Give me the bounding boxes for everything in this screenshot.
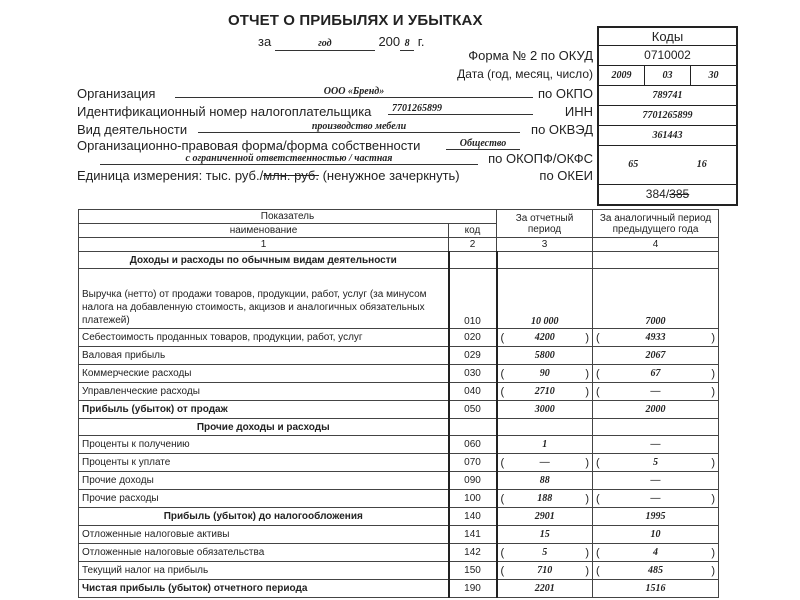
table-row bbox=[79, 580, 719, 598]
empty-cell bbox=[449, 419, 497, 436]
empty-cell bbox=[593, 419, 719, 436]
period-year-digit: 8 bbox=[400, 38, 414, 51]
previous-value-value: — bbox=[650, 493, 661, 504]
close-paren: ) bbox=[585, 385, 589, 398]
open-paren: ( bbox=[596, 385, 600, 398]
period-za: за bbox=[258, 34, 272, 49]
close-paren: ) bbox=[711, 331, 715, 344]
okved-code: 361443 bbox=[599, 126, 736, 146]
previous-value-value: 485 bbox=[648, 565, 663, 576]
previous-value bbox=[593, 401, 719, 419]
table-row bbox=[79, 508, 719, 526]
unit-label-suffix: (ненужное зачеркнуть) bbox=[318, 168, 460, 183]
header-n4: 4 bbox=[593, 238, 719, 252]
current-value bbox=[497, 490, 593, 508]
form-okud-label: Форма № 2 по ОКУД bbox=[468, 48, 593, 63]
paren-wrap bbox=[501, 386, 590, 398]
activity-value: производство мебели bbox=[198, 121, 520, 133]
row-code: 060 bbox=[449, 436, 497, 454]
section-other: Прочие доходы и расходы bbox=[79, 419, 449, 436]
period-line bbox=[258, 34, 425, 51]
open-paren: ( bbox=[500, 492, 505, 505]
okpo-code: 789741 bbox=[599, 86, 736, 106]
close-paren: ) bbox=[711, 564, 715, 577]
row-code: 090 bbox=[449, 472, 497, 490]
inn-label-left: Идентификационный номер налогоплательщика bbox=[77, 104, 372, 119]
close-paren: ) bbox=[585, 367, 589, 380]
close-paren: ) bbox=[585, 456, 589, 469]
row-name: Проценты к уплате bbox=[79, 454, 449, 472]
open-paren: ( bbox=[500, 385, 505, 398]
okei-label: по ОКЕИ bbox=[539, 168, 593, 183]
row-name: Прочие расходы bbox=[79, 490, 449, 508]
open-paren: ( bbox=[596, 546, 600, 559]
date-month: 03 bbox=[645, 66, 691, 85]
unit-struck: млн. руб. bbox=[263, 168, 319, 183]
previous-value bbox=[593, 454, 719, 472]
current-value bbox=[497, 269, 593, 329]
empty-cell bbox=[593, 252, 719, 269]
okopf-label: по ОКОПФ/ОКФС bbox=[488, 151, 593, 166]
open-paren: ( bbox=[596, 331, 600, 344]
open-paren: ( bbox=[500, 546, 505, 559]
inn-value: 7701265899 bbox=[388, 103, 533, 115]
row-code: 142 bbox=[449, 544, 497, 562]
close-paren: ) bbox=[585, 492, 589, 505]
paren-wrap bbox=[501, 547, 590, 559]
previous-value-value: 1995 bbox=[645, 511, 666, 522]
organization-label: Организация bbox=[77, 86, 156, 101]
table-row bbox=[79, 383, 719, 401]
row-code: 040 bbox=[449, 383, 497, 401]
report-table bbox=[78, 209, 719, 598]
okopf-okfs-code bbox=[599, 146, 736, 185]
ownership-label: Организационно-правовая форма/форма собственности bbox=[77, 138, 421, 153]
row-code: 150 bbox=[449, 562, 497, 580]
row-name: Коммерческие расходы bbox=[79, 365, 449, 383]
current-value-value: 710 bbox=[537, 565, 553, 576]
date-day: 30 bbox=[708, 70, 719, 81]
close-paren: ) bbox=[711, 546, 715, 559]
okved-label: по ОКВЭД bbox=[531, 122, 593, 137]
previous-value bbox=[593, 365, 719, 383]
previous-value bbox=[593, 562, 719, 580]
empty-cell bbox=[449, 252, 497, 269]
header-previous: За аналогичный период предыдущего года bbox=[593, 210, 719, 238]
row-name: Выручка (нетто) от продажи товаров, продукции, работ, услуг (за минусом налога на добавленную стоимость, акцизов и аналогичных обязательных платежей) bbox=[79, 269, 449, 329]
row-name: Себестоимость проданных товаров, продукции, работ, услуг bbox=[79, 329, 449, 347]
row-name: Проценты к получению bbox=[79, 436, 449, 454]
okopf-code: 65 bbox=[628, 159, 639, 170]
previous-value bbox=[593, 490, 719, 508]
period-year-prefix: 200 bbox=[378, 34, 401, 49]
paren-wrap bbox=[596, 457, 715, 469]
open-paren: ( bbox=[596, 492, 600, 505]
row-code: 029 bbox=[449, 347, 497, 365]
section-ordinary: Доходы и расходы по обычным видам деятельности bbox=[79, 252, 449, 269]
current-value bbox=[497, 401, 593, 419]
row-name: Текущий налог на прибыль bbox=[79, 562, 449, 580]
current-value bbox=[497, 562, 593, 580]
current-value-value: 2901 bbox=[534, 511, 555, 522]
current-value-value: 1 bbox=[542, 439, 548, 450]
row-code: 100 bbox=[449, 490, 497, 508]
okud-code: 0710002 bbox=[599, 46, 736, 66]
previous-value-value: — bbox=[650, 439, 661, 450]
previous-value bbox=[593, 436, 719, 454]
ownership-value-2: с ограниченной ответственностью / частная bbox=[100, 153, 478, 165]
open-paren: ( bbox=[500, 456, 505, 469]
paren-wrap bbox=[501, 457, 590, 469]
paren-wrap bbox=[596, 332, 715, 344]
okei-struck: 385 bbox=[669, 187, 690, 201]
current-value-value: 5800 bbox=[534, 350, 555, 361]
current-value-value: 2710 bbox=[534, 386, 555, 397]
current-value-value: 188 bbox=[537, 493, 553, 504]
unit-label-prefix: Единица измерения: тыс. руб./ bbox=[77, 168, 264, 183]
paren-wrap bbox=[596, 565, 715, 577]
paren-wrap bbox=[596, 493, 715, 505]
row-name: Отложенные налоговые активы bbox=[79, 526, 449, 544]
open-paren: ( bbox=[596, 456, 600, 469]
table-row bbox=[79, 329, 719, 347]
previous-value bbox=[593, 508, 719, 526]
open-paren: ( bbox=[596, 367, 600, 380]
row-name: Прибыль (убыток) до налогообложения bbox=[79, 508, 449, 526]
row-code: 030 bbox=[449, 365, 497, 383]
paren-wrap bbox=[501, 493, 590, 505]
okei-value: 384 bbox=[645, 187, 666, 201]
empty-cell bbox=[497, 419, 593, 436]
table-row bbox=[79, 526, 719, 544]
row-name: Прибыль (убыток) от продаж bbox=[79, 401, 449, 419]
date-label: Дата (год, месяц, число) bbox=[457, 67, 593, 81]
current-value bbox=[497, 580, 593, 598]
row-code: 010 bbox=[449, 269, 497, 329]
current-value-value: 10 000 bbox=[531, 316, 559, 327]
open-paren: ( bbox=[500, 367, 505, 380]
current-value bbox=[497, 329, 593, 347]
header-current: За отчетный период bbox=[497, 210, 593, 238]
current-value bbox=[497, 454, 593, 472]
previous-value bbox=[593, 526, 719, 544]
current-value bbox=[497, 544, 593, 562]
current-value-value: 5 bbox=[542, 547, 548, 558]
paren-wrap bbox=[501, 332, 590, 344]
current-value-value: 3000 bbox=[534, 404, 555, 415]
open-paren: ( bbox=[500, 564, 505, 577]
table-row bbox=[79, 472, 719, 490]
okei-code bbox=[599, 185, 736, 204]
previous-value bbox=[593, 269, 719, 329]
table-row bbox=[79, 544, 719, 562]
previous-value bbox=[593, 580, 719, 598]
codes-box bbox=[597, 26, 738, 206]
current-value bbox=[497, 472, 593, 490]
date-code bbox=[599, 66, 736, 86]
close-paren: ) bbox=[711, 456, 715, 469]
table-row bbox=[79, 436, 719, 454]
codes-header: Коды bbox=[599, 28, 736, 46]
current-value bbox=[497, 508, 593, 526]
previous-value bbox=[593, 347, 719, 365]
current-value-value: — bbox=[539, 457, 550, 468]
table-row bbox=[79, 347, 719, 365]
paren-wrap bbox=[596, 368, 715, 380]
current-value bbox=[497, 526, 593, 544]
okpo-label: по ОКПО bbox=[537, 86, 593, 101]
previous-value-value: 5 bbox=[653, 457, 658, 468]
unit-row bbox=[77, 168, 460, 183]
table-row bbox=[79, 365, 719, 383]
header-n2: 2 bbox=[449, 238, 497, 252]
current-value bbox=[497, 365, 593, 383]
ownership-value-1: Общество bbox=[446, 138, 520, 150]
row-code: 190 bbox=[449, 580, 497, 598]
previous-value-value: — bbox=[650, 475, 661, 486]
previous-value bbox=[593, 544, 719, 562]
close-paren: ) bbox=[711, 385, 715, 398]
paren-wrap bbox=[501, 565, 590, 577]
previous-value-value: 10 bbox=[650, 529, 661, 540]
close-paren: ) bbox=[585, 331, 589, 344]
row-code: 141 bbox=[449, 526, 497, 544]
previous-value bbox=[593, 383, 719, 401]
open-paren: ( bbox=[596, 564, 600, 577]
close-paren: ) bbox=[585, 546, 589, 559]
previous-value-value: 4 bbox=[653, 547, 658, 558]
row-name: Чистая прибыль (убыток) отчетного периода bbox=[79, 580, 449, 598]
table-row bbox=[79, 269, 719, 329]
previous-value-value: 2067 bbox=[645, 350, 666, 361]
date-year: 2009 bbox=[599, 66, 645, 85]
current-value bbox=[497, 347, 593, 365]
previous-value-value: 4933 bbox=[645, 332, 666, 343]
section-row bbox=[79, 419, 719, 436]
header-code: код bbox=[449, 224, 497, 238]
row-name: Управленческие расходы bbox=[79, 383, 449, 401]
previous-value bbox=[593, 329, 719, 347]
row-name: Отложенные налоговые обязательства bbox=[79, 544, 449, 562]
header-indicator: Показатель bbox=[79, 210, 497, 224]
header-n1: 1 bbox=[79, 238, 449, 252]
okei-sep: / bbox=[665, 187, 670, 201]
current-value-value: 15 bbox=[539, 529, 550, 540]
previous-value-value: 1516 bbox=[645, 583, 666, 594]
row-name: Прочие доходы bbox=[79, 472, 449, 490]
previous-value-value: 67 bbox=[650, 368, 661, 379]
period-year-suffix: г. bbox=[417, 34, 425, 49]
table-row bbox=[79, 562, 719, 580]
row-code: 020 bbox=[449, 329, 497, 347]
header-name: наименование bbox=[79, 224, 449, 238]
close-paren: ) bbox=[711, 367, 715, 380]
inn-code: 7701265899 bbox=[599, 106, 736, 126]
current-value-value: 2201 bbox=[534, 583, 555, 594]
close-paren: ) bbox=[585, 564, 589, 577]
paren-wrap bbox=[501, 368, 590, 380]
current-value-value: 88 bbox=[539, 475, 550, 486]
period-word: год bbox=[275, 38, 375, 51]
organization-value: ООО «Бренд» bbox=[175, 86, 533, 98]
previous-value-value: 7000 bbox=[645, 316, 666, 327]
row-code: 070 bbox=[449, 454, 497, 472]
empty-cell bbox=[497, 252, 593, 269]
previous-value bbox=[593, 472, 719, 490]
header-n3: 3 bbox=[497, 238, 593, 252]
row-code: 050 bbox=[449, 401, 497, 419]
inn-label: ИНН bbox=[564, 104, 593, 119]
row-name: Валовая прибыль bbox=[79, 347, 449, 365]
row-code: 140 bbox=[449, 508, 497, 526]
paren-wrap bbox=[596, 547, 715, 559]
table-row bbox=[79, 401, 719, 419]
current-value bbox=[497, 383, 593, 401]
current-value-value: 4200 bbox=[534, 332, 555, 343]
current-value bbox=[497, 436, 593, 454]
table-row bbox=[79, 490, 719, 508]
previous-value-value: — bbox=[650, 386, 661, 397]
okfs-code: 16 bbox=[696, 159, 707, 170]
report-title: ОТЧЕТ О ПРИБЫЛЯХ И УБЫТКАХ bbox=[228, 12, 483, 29]
current-value-value: 90 bbox=[539, 368, 550, 379]
table-row bbox=[79, 454, 719, 472]
close-paren: ) bbox=[711, 492, 715, 505]
activity-label: Вид деятельности bbox=[77, 122, 188, 137]
previous-value-value: 2000 bbox=[645, 404, 666, 415]
open-paren: ( bbox=[500, 331, 505, 344]
section-row bbox=[79, 252, 719, 269]
paren-wrap bbox=[596, 386, 715, 398]
